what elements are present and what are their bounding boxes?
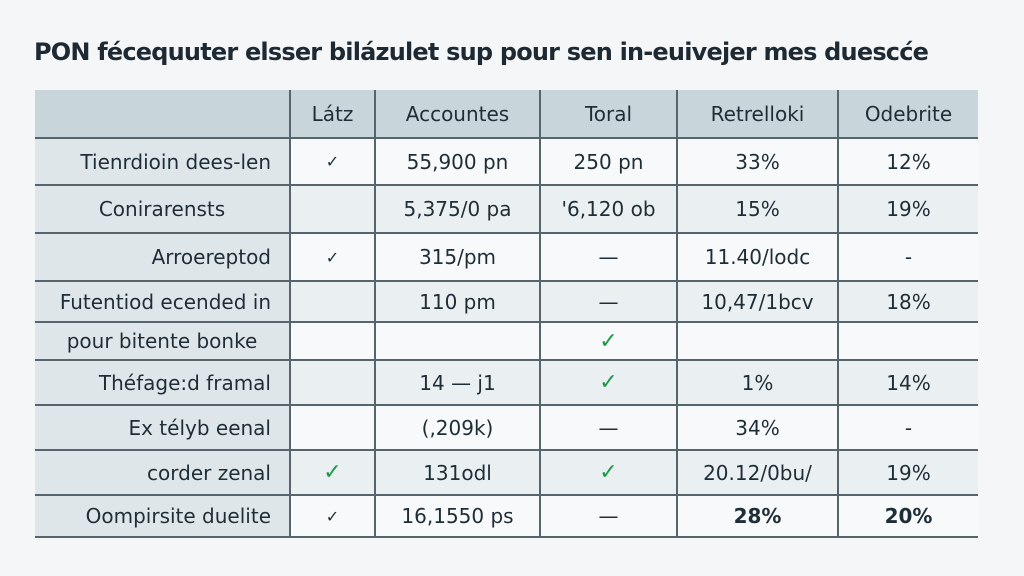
- table-row: [35, 185, 978, 233]
- cell-retrelloki: 1%: [677, 360, 838, 405]
- cell-latz: [290, 322, 375, 360]
- cell-accountes: 14 — j1: [375, 360, 540, 405]
- cell-odebrite: 14%: [838, 360, 978, 405]
- row-label: Arroereptod: [35, 233, 290, 281]
- page-title: PON fécequuter elsser bilázulet sup pour sen in-euivejer mes duescće: [34, 38, 929, 66]
- row-label: Ex télyb eenal: [35, 405, 290, 450]
- row-label: corder zenal: [35, 450, 290, 495]
- cell-accountes: 16,1550 ps: [375, 495, 540, 537]
- cell-accountes: 315/pm: [375, 233, 540, 281]
- cell-toral: —: [540, 405, 677, 450]
- column-header: [35, 90, 290, 138]
- table-row: [35, 495, 978, 537]
- cell-odebrite: 19%: [838, 450, 978, 495]
- cell-accountes: 131odl: [375, 450, 540, 495]
- cell-accountes: 55,900 pn: [375, 138, 540, 185]
- table-row: [35, 405, 978, 450]
- cell-retrelloki: 15%: [677, 185, 838, 233]
- table-row: [35, 360, 978, 405]
- cell-toral: '6,120 ob: [540, 185, 677, 233]
- cell-toral: 250 pn: [540, 138, 677, 185]
- cell-latz: [290, 405, 375, 450]
- cell-latz: [290, 281, 375, 322]
- row-label: Futentiod ecended in: [35, 281, 290, 322]
- column-header-retrelloki: Retrelloki: [677, 90, 838, 138]
- table-header-row: [35, 90, 978, 138]
- table-row: [35, 138, 978, 185]
- cell-retrelloki: [677, 322, 838, 360]
- cell-accountes: 110 pm: [375, 281, 540, 322]
- cell-accountes: (,209k): [375, 405, 540, 450]
- cell-retrelloki: 34%: [677, 405, 838, 450]
- check-icon: ✓: [290, 138, 375, 185]
- row-label: Théfage:d framal: [35, 360, 290, 405]
- row-label: Oompirsite duelite: [35, 495, 290, 537]
- check-icon: ✓: [290, 233, 375, 281]
- cell-toral: —: [540, 281, 677, 322]
- table-row: [35, 233, 978, 281]
- cell-retrelloki: 20.12/0bu/: [677, 450, 838, 495]
- column-header-toral: Toral: [540, 90, 677, 138]
- cell-latz: [290, 360, 375, 405]
- cell-odebrite: 12%: [838, 138, 978, 185]
- check-icon: ✓: [540, 322, 677, 360]
- table-row: [35, 450, 978, 495]
- row-label: Tienrdioin dees-len: [35, 138, 290, 185]
- table-row: [35, 322, 978, 360]
- cell-odebrite: [838, 322, 978, 360]
- table-row: [35, 281, 978, 322]
- cell-toral: —: [540, 495, 677, 537]
- row-label: pour bitente bonke: [35, 322, 290, 360]
- check-icon: ✓: [540, 360, 677, 405]
- comparison-table: [35, 90, 978, 538]
- check-icon: ✓: [290, 450, 375, 495]
- cell-retrelloki: 11.40/lodc: [677, 233, 838, 281]
- cell-odebrite: -: [838, 405, 978, 450]
- cell-odebrite: 18%: [838, 281, 978, 322]
- cell-toral: —: [540, 233, 677, 281]
- row-label: Conirarensts: [35, 185, 290, 233]
- cell-retrelloki: 33%: [677, 138, 838, 185]
- cell-retrelloki: 28%: [677, 495, 838, 537]
- column-header-odebrite: Odebrite: [838, 90, 978, 138]
- check-icon: ✓: [290, 495, 375, 537]
- cell-accountes: [375, 322, 540, 360]
- cell-odebrite: 20%: [838, 495, 978, 537]
- cell-accountes: 5,375/0 pa: [375, 185, 540, 233]
- cell-odebrite: 19%: [838, 185, 978, 233]
- column-header-latz: Látz: [290, 90, 375, 138]
- column-header-accountes: Accountes: [375, 90, 540, 138]
- cell-retrelloki: 10,47/1bcv: [677, 281, 838, 322]
- cell-odebrite: -: [838, 233, 978, 281]
- cell-latz: [290, 185, 375, 233]
- check-icon: ✓: [540, 450, 677, 495]
